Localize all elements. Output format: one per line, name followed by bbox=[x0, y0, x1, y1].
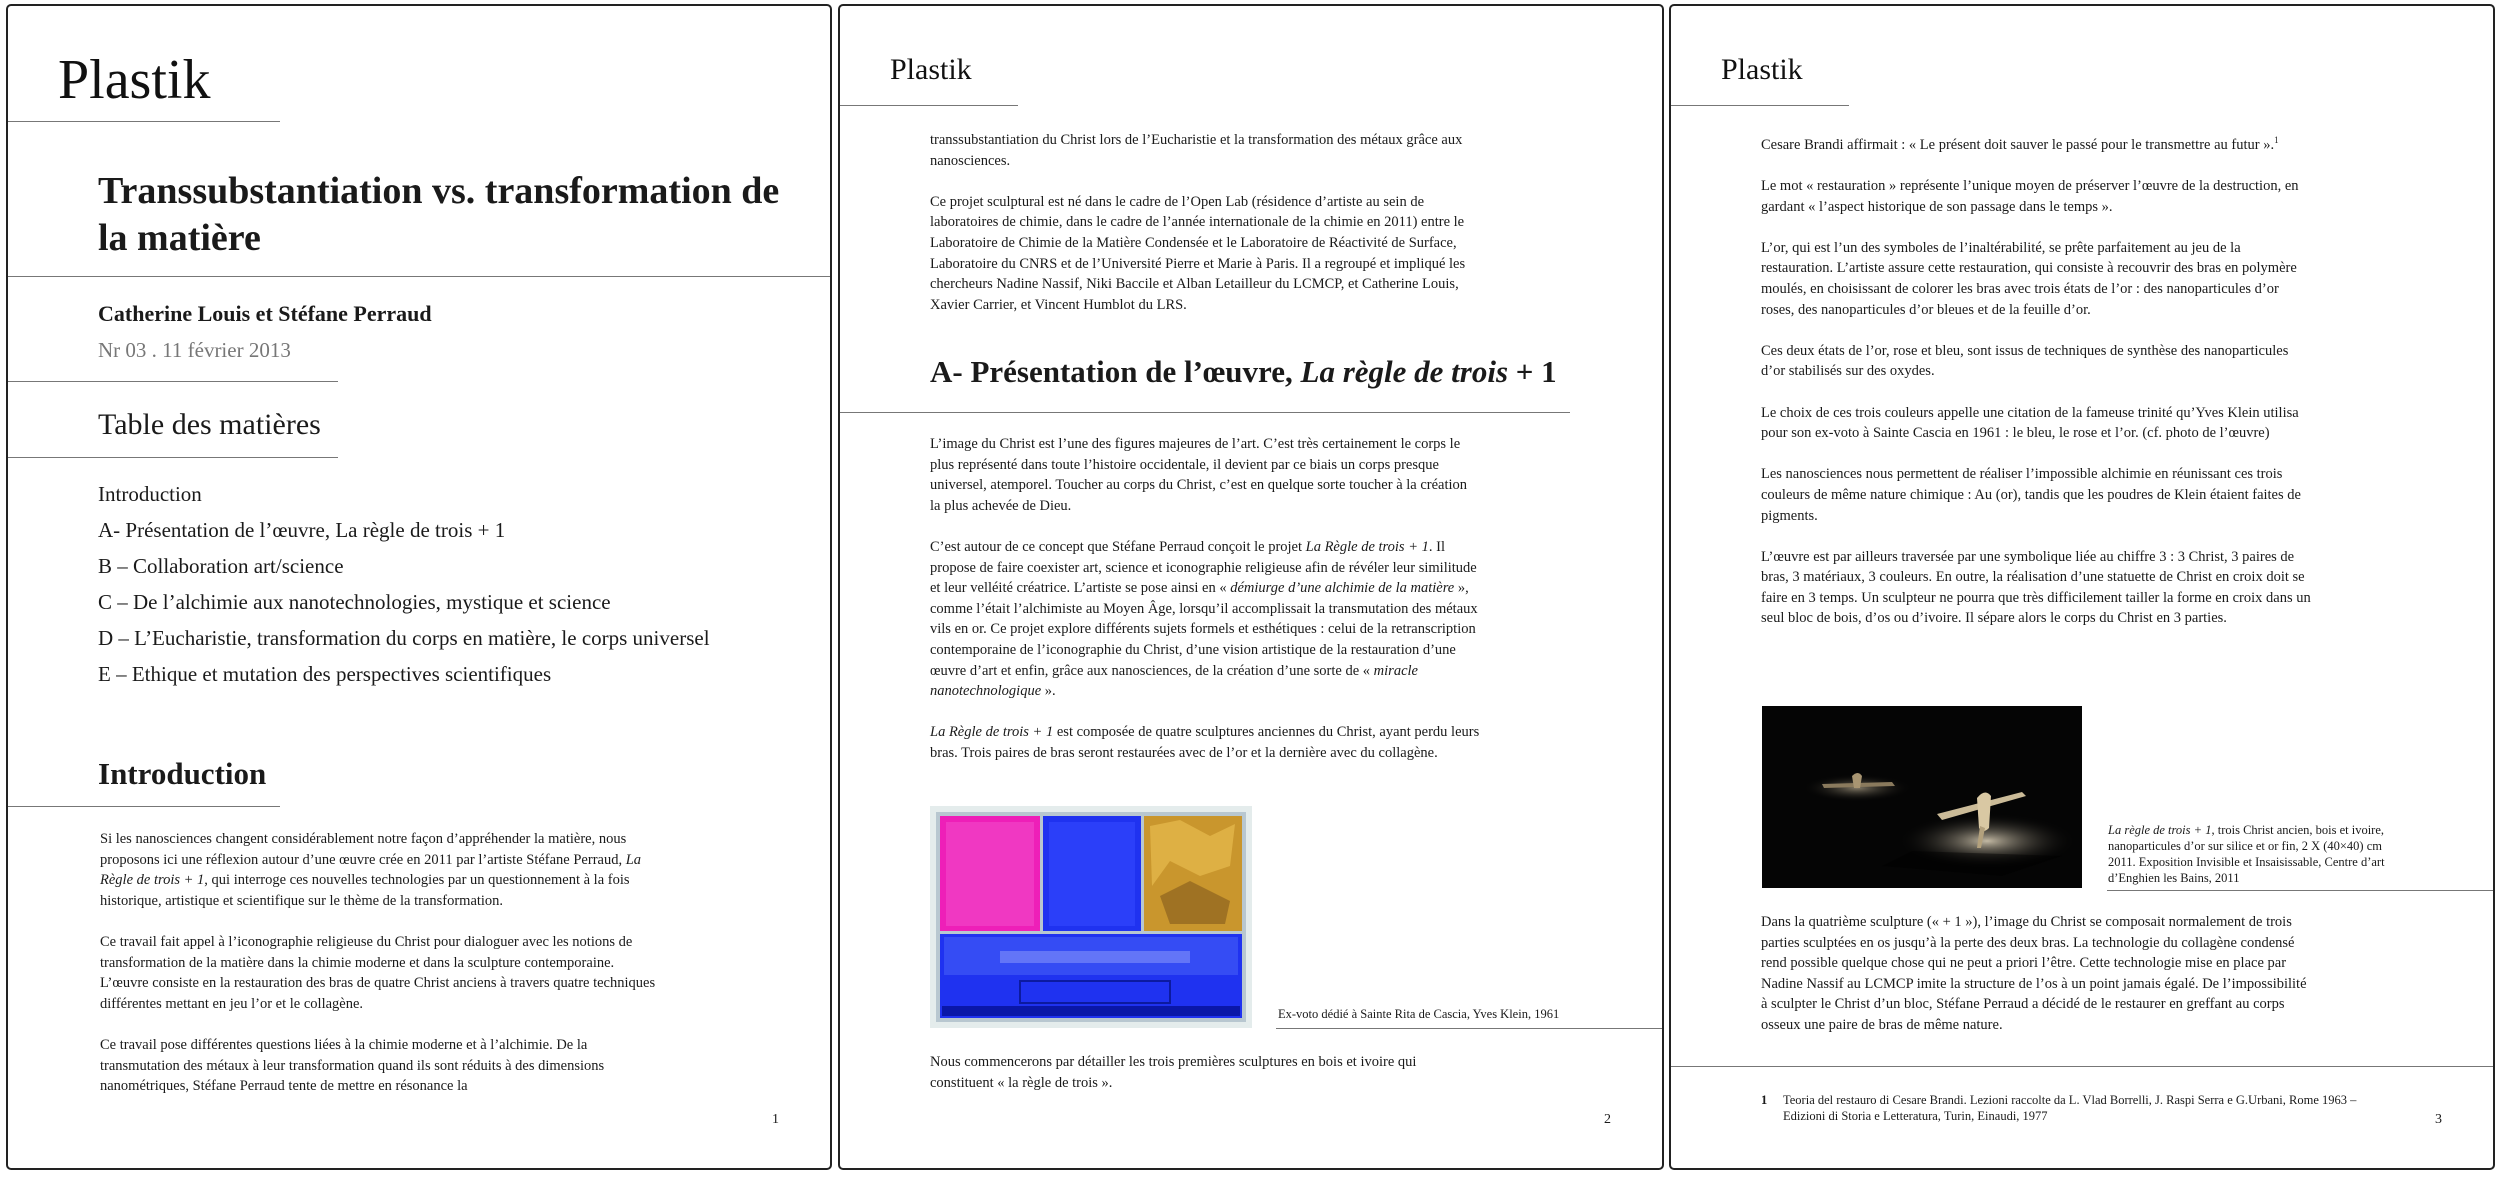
page-1-body bbox=[100, 829, 660, 1117]
brand-logo: Plastik bbox=[58, 49, 211, 111]
page-number: 1 bbox=[772, 1112, 779, 1127]
page-2-body-top bbox=[930, 130, 1480, 336]
toc-item-a[interactable]: A- Présentation de l’œuvre, La règle de trois + 1 bbox=[98, 518, 506, 542]
article-authors: Catherine Louis et Stéfane Perraud bbox=[98, 301, 432, 326]
divider bbox=[8, 276, 832, 277]
page-2-body-mid bbox=[930, 434, 1480, 784]
brand-logo: Plastik bbox=[890, 53, 972, 86]
paragraph: L’or, qui est l’un des symboles de l’inaltérabilité, se prête parfaitement au jeu de la restauration. L’artiste assure cette restauration, qui consiste à recouvrir des bras en polymère moulés, en choisissant de colorer les bras avec trois états de l’or : des nanoparticules d’or roses, des nanoparticules d’or bleues et de la feuille d’or. bbox=[1761, 239, 2297, 318]
footnote-number: 1 bbox=[1761, 1093, 1768, 1107]
toc-heading: Table des matières bbox=[98, 408, 321, 441]
figure-caption: La règle de trois + 1, trois Christ ancien, bois et ivoire, nanoparticules d’or sur silice et or fin, 2 X (40×40) cm 2011. Exposition Invisible et Insaisissable, Centre d’art d’Enghien les Bains, 2011 bbox=[2108, 823, 2385, 885]
sculpture-photo bbox=[1762, 706, 2082, 888]
divider bbox=[1276, 1028, 1664, 1029]
divider bbox=[8, 806, 280, 807]
paragraph: Le choix de ces trois couleurs appelle une citation de la fameuse trinité qu’Yves Klein utilisa pour son ex-voto à Sainte Cascia en 1961 : le bleu, le rose et l’or. (cf. photo de l’œuvre) bbox=[1761, 404, 2299, 442]
table-of-contents bbox=[98, 481, 718, 697]
toc-item-b[interactable]: B – Collaboration art/science bbox=[98, 554, 344, 578]
divider bbox=[2107, 890, 2495, 891]
page-3-body-bottom bbox=[1761, 912, 2311, 1056]
paragraph: Le mot « restauration » représente l’unique moyen de préserver l’œuvre de la destruction, en gardant « l’aspect historique de son passage dans le temps ». bbox=[1761, 178, 2299, 215]
paragraph: Si les nanosciences changent considérablement notre façon d’appréhender la matière, nous proposons ici une réflexion autour d’une œuvre crée en 2011 par l’artiste Stéfane Perraud, La Règle de trois + 1, qui interroge ces nouvelles technologies par un questionnement à la fois historique, artistique et scientifique sur le thème de la transformation. bbox=[100, 831, 642, 909]
brand-logo: Plastik bbox=[1721, 53, 1803, 86]
paragraph: Ces deux états de l’or, rose et bleu, sont issus de techniques de synthèse des nanoparticules d’or stabilisés sur des oxydes. bbox=[1761, 342, 2289, 380]
footnote-ref[interactable]: 1 bbox=[2274, 135, 2279, 145]
paragraph: Dans la quatrième sculpture (« + 1 »), l’image du Christ se composait normalement de trois parties sculptées en os jusqu’à la perte des deux bras. La technologie du collagène condensé rend possible quelque chose qui ne peut a priori l’être. Cette technologie mise en place par Nadine Nassif au LCMCP imite la structure de l’os à un point jamais égalé. De l’impossibilité à sculpter le Christ d’un bloc, Stéfane Perraud a décidé de le restaurer en greffant au corps osseux une paire de bras de même nature. bbox=[1761, 914, 2307, 1033]
article-title: Transsubstantiation vs. transformation de la matière bbox=[98, 170, 780, 259]
toc-item-c[interactable]: C – De l’alchimie aux nanotechnologies, mystique et science bbox=[98, 590, 611, 614]
paragraph: Nous commencerons par détailler les trois premières sculptures en bois et ivoire qui constituent « la règle de trois ». bbox=[930, 1054, 1417, 1091]
paragraph: C’est autour de ce concept que Stéfane Perraud conçoit le projet La Règle de trois + 1. Il propose de faire coexister art, science et iconographie religieuse afin de révéler leur similitude et leur velléité créatrice. L’artiste se pose ainsi en « démiurge d’une alchimie de la matière », comme l’était l’alchimiste au Moyen Âge, lorsqu’il accomplissait la transmutation des métaux vils en or. Ce projet explore différents sujets formels et esthétiques : celui de la retranscription contemporaine de l’iconographie du Christ, d’une vision artistique de la restauration d’une œuvre d’art et enfin, grâce aux nanosciences, de la création d’une sorte de « miracle nanotechnologique ». bbox=[930, 538, 1478, 700]
page-2 bbox=[838, 4, 1664, 1170]
footnote-divider bbox=[1671, 1066, 2495, 1067]
ex-voto-image bbox=[930, 806, 1252, 1028]
divider bbox=[8, 381, 338, 382]
footnote-text: Teoria del restauro di Cesare Brandi. Lezioni raccolte da L. Vlad Borrelli, J. Raspi Serra e G.Urbani, Rome 1963 – Edizioni di Storia e Letteratura, Turin, Einaudi, 1977 bbox=[1783, 1093, 2357, 1123]
figure-caption: Ex-voto dédié à Sainte Rita de Cascia, Yves Klein, 1961 bbox=[1278, 1007, 1560, 1021]
section-heading-a: A- Présentation de l’œuvre, La règle de trois + 1 bbox=[930, 354, 1557, 389]
toc-item-introduction[interactable]: Introduction bbox=[98, 482, 202, 506]
page-3 bbox=[1669, 4, 2495, 1170]
page-number: 3 bbox=[2435, 1112, 2442, 1127]
paragraph: Ce travail fait appel à l’iconographie religieuse du Christ pour dialoguer avec les notions de transformation de la matière dans la chimie moderne et dans la sculpture contemporaine. L’œuvre consiste en la restauration des bras de quatre Christ anciens à travers quatre techniques différentes mettant en jeu l’or et le collagène. bbox=[100, 933, 656, 1012]
page-3-body-top bbox=[1761, 130, 2311, 650]
page-number: 2 bbox=[1604, 1112, 1611, 1127]
divider bbox=[8, 121, 280, 122]
toc-item-d[interactable]: D – L’Eucharistie, transformation du corps en matière, le corps universel bbox=[98, 626, 710, 650]
paragraph: Ce travail pose différentes questions liées à la chimie moderne et à l’alchimie. De la transmutation des métaux à leur transformation quand ils sont réduits à des dimensions nanométriques, Stéfane Perraud tente de mettre en résonance la bbox=[100, 1036, 605, 1095]
toc-item-e[interactable]: E – Ethique et mutation des perspectives scientifiques bbox=[98, 662, 552, 686]
footnote bbox=[1761, 1092, 2361, 1124]
divider bbox=[840, 412, 1570, 413]
paragraph: L’œuvre est par ailleurs traversée par une symbolique liée au chiffre 3 : 3 Christ, 3 paires de bras, 3 matériaux, 3 couleurs. En outre, la réalisation d’une statuette de Christ en croix doit se faire en 3 temps. Un sculpteur ne pourra que très difficilement tailler la forme en croix dans un seul bloc de bois, d’os ou d’ivoire. Il sépare alors le corps du Christ en 3 parties. bbox=[1761, 548, 2311, 627]
divider bbox=[840, 105, 1018, 106]
article-issue: Nr 03 . 11 février 2013 bbox=[98, 338, 291, 362]
page-2-body-bottom bbox=[930, 1052, 1480, 1114]
paragraph: transsubstantiation du Christ lors de l’Eucharistie et la transformation des métaux grâce aux nanosciences. bbox=[930, 132, 1463, 169]
page-1 bbox=[6, 4, 832, 1170]
divider bbox=[8, 457, 338, 458]
paragraph: Ce projet sculptural est né dans le cadre de l’Open Lab (résidence d’artiste au sein de laboratoires de chimie, dans le cadre de l’année internationale de la chimie en 2011) entre le Laboratoire de Chimie de la Matière Condensée et le Laboratoire de Réactivité de Surface, Laboratoire du CNRS et de l’Université Pierre et Marie à Paris. Il a regroupé et impliqué les chercheurs Nadine Nassif, Niki Baccile et Alban Letailleur du LCMCP, et Catherine Louis, Xavier Carrier, et Vincent Humblot du LRS. bbox=[930, 193, 1466, 313]
section-heading-introduction: Introduction bbox=[98, 756, 267, 791]
divider bbox=[1671, 105, 1849, 106]
paragraph: L’image du Christ est l’une des figures majeures de l’art. C’est très certainement le corps le plus représenté dans toute l’histoire occidentale, il devient par ce biais un corps presque universel, atemporel. Toucher au corps du Christ, c’est en quelque sorte toucher à la création la plus achevée de Dieu. bbox=[930, 436, 1468, 514]
paragraph: Cesare Brandi affirmait : « Le présent doit sauver le passé pour le transmettre au futur ».$^1$ bbox=[1761, 135, 2279, 153]
paragraph: La Règle de trois + 1 est composée de quatre sculptures anciennes du Christ, ayant perdu leurs bras. Trois paires de bras seront restaurées avec de l’or et la dernière avec du collagène. bbox=[930, 724, 1480, 761]
paragraph: Les nanosciences nous permettent de réaliser l’impossible alchimie en réunissant ces trois couleurs de même nature chimique : Au (or), tandis que les poudres de Klein étaient faites de pigments. bbox=[1761, 466, 2301, 524]
